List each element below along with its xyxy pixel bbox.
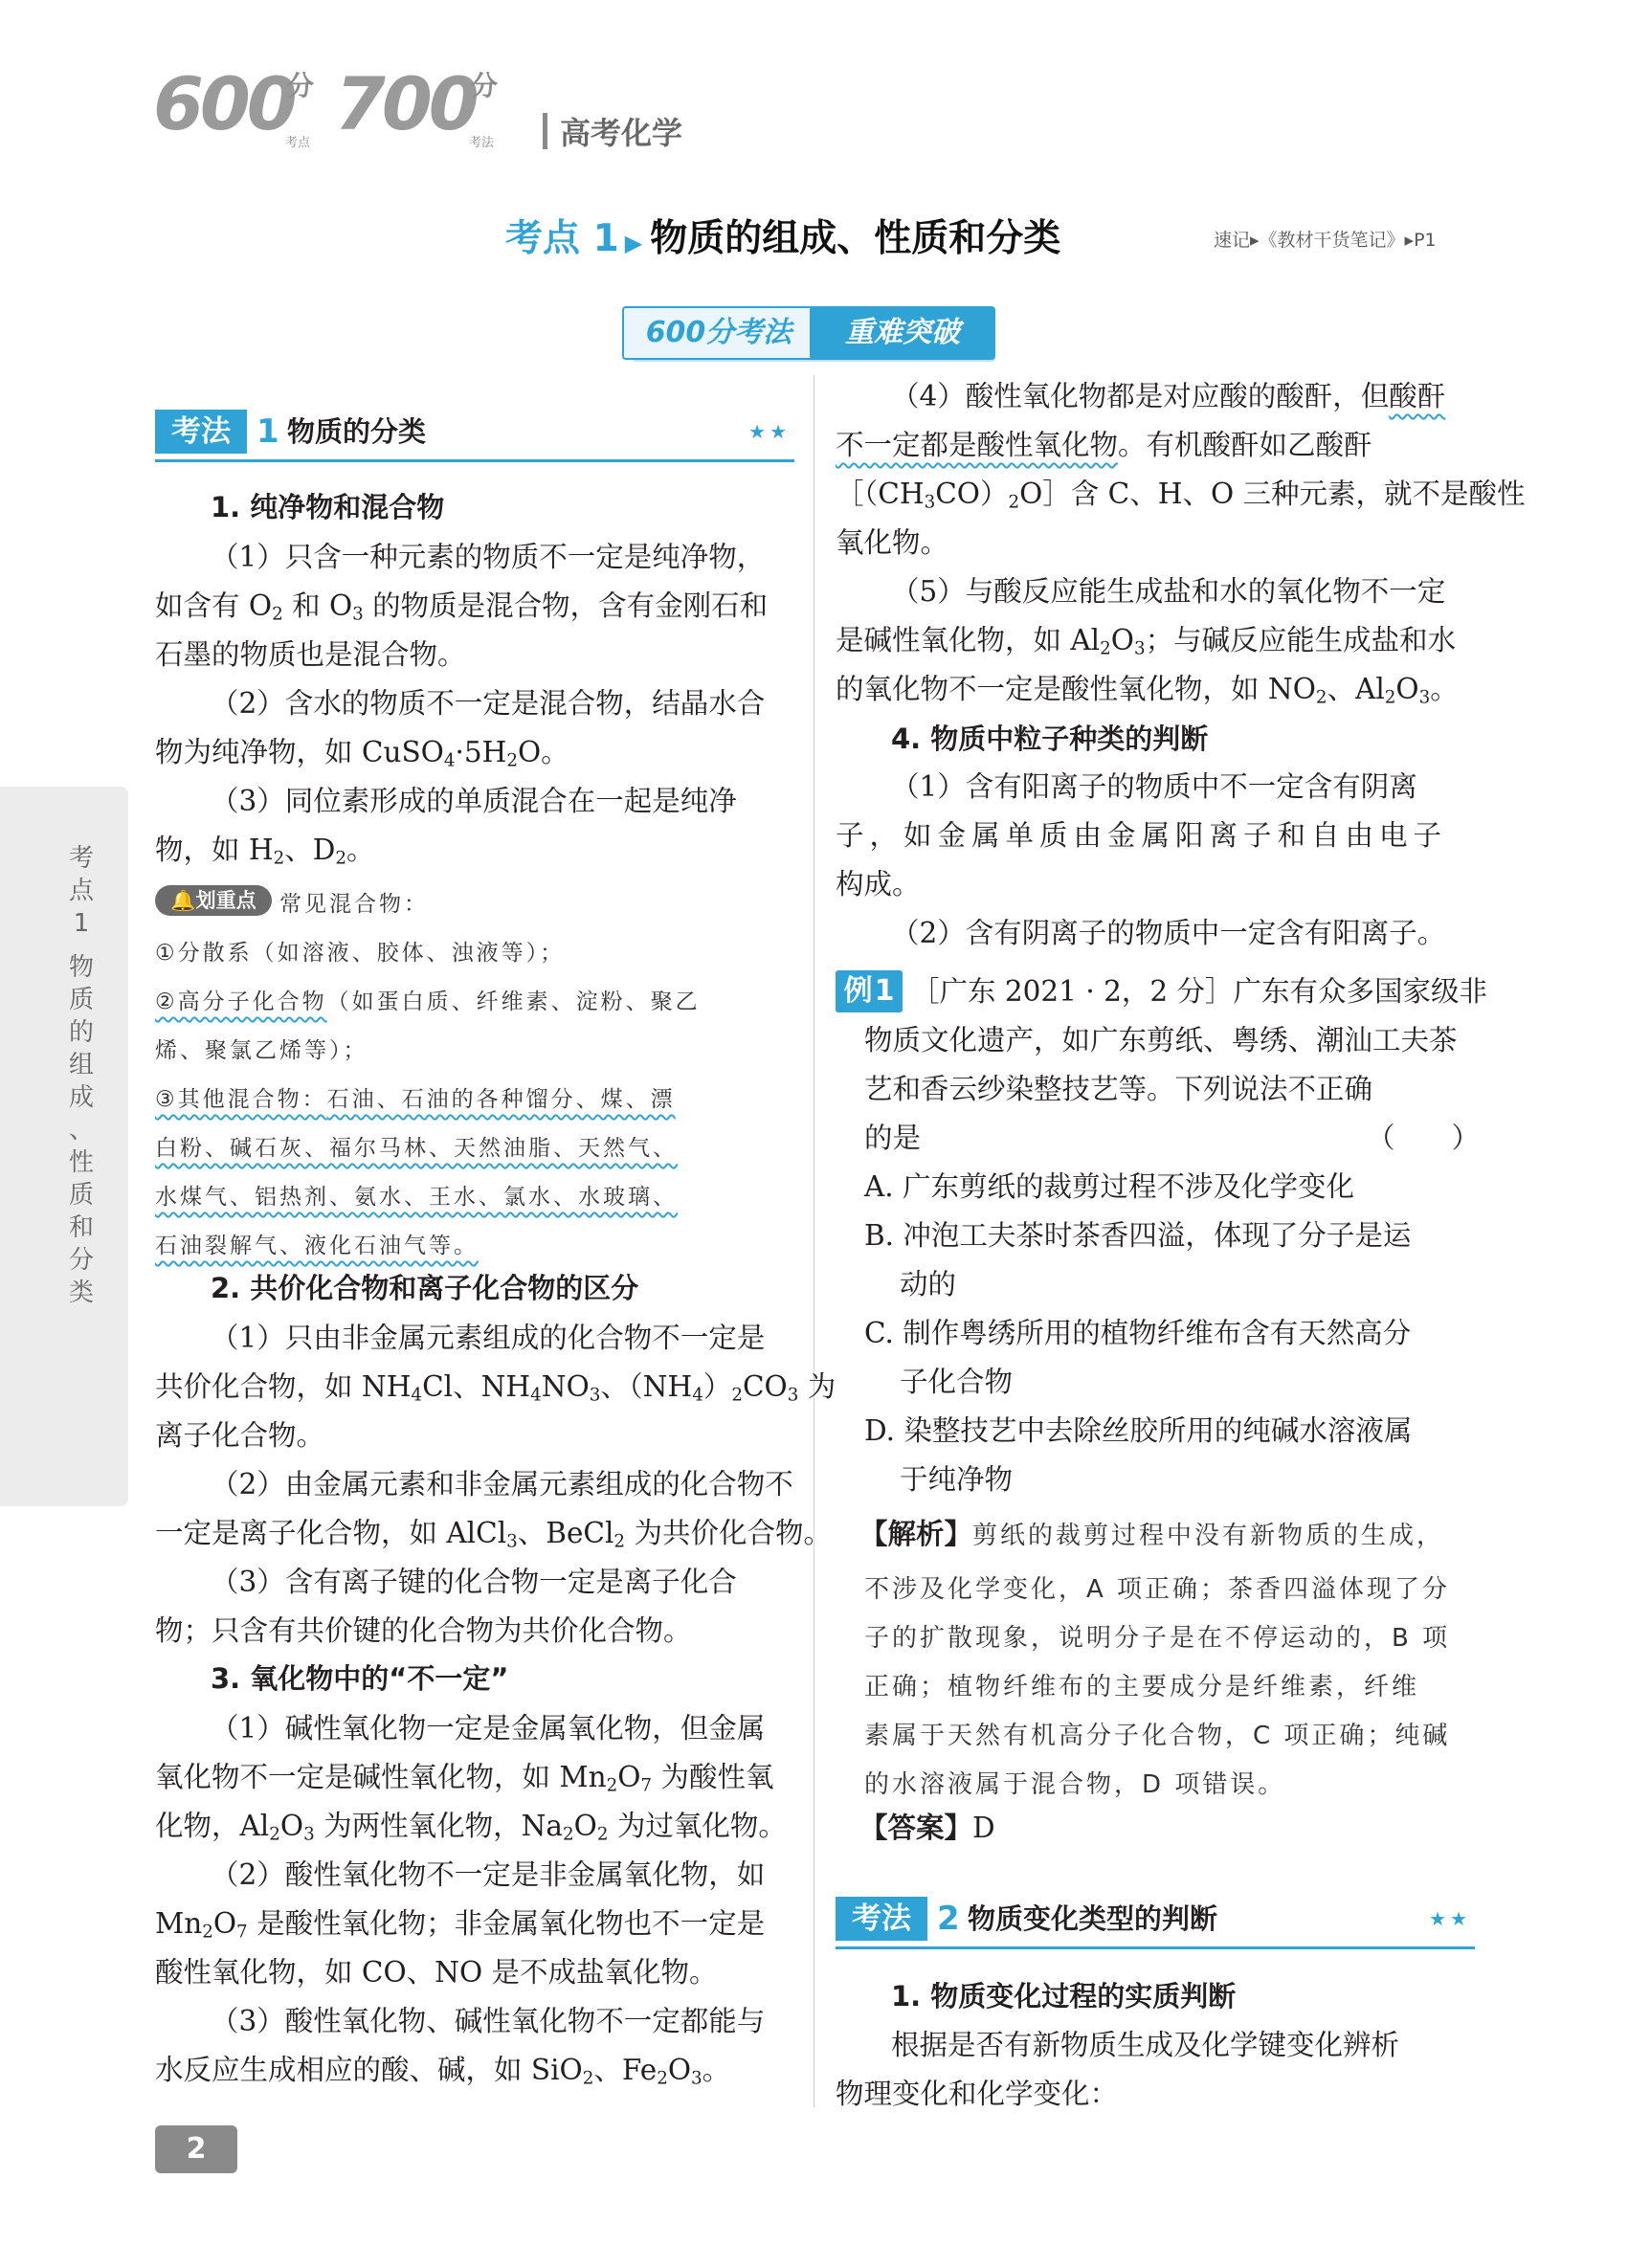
text-line: 如含有 $O_2$ 和 $O_3$ 的物质是混合物，含有金刚石和 (155, 589, 769, 625)
side-tab-col-1 (65, 842, 98, 940)
heading-4: 4. 物质中粒子种类的判断 (891, 723, 1209, 755)
answer-value: D (972, 1812, 995, 1844)
note-line: ①分散系（如溶液、胶体、浊液等）； (155, 941, 566, 966)
side-char: 物 (68, 953, 94, 982)
logo-kaofa: 考法 (469, 136, 495, 150)
analysis-line: 子的扩散现象，说明分子是在不停运动的，B 项 (864, 1624, 1451, 1653)
difficulty-stars: ★★ (748, 420, 791, 443)
text-line: （1）只由非金属元素组成的化合物不一定是 (211, 1322, 766, 1354)
side-char: 、 (68, 1116, 94, 1145)
section-banner (622, 306, 997, 360)
analysis-line: 素属于天然有机高分子化合物，C 项正确；纯碱 (864, 1722, 1451, 1750)
text-line: 物，如 $H_2$、$D_2$。 (155, 834, 375, 869)
example-number: 1 (874, 974, 895, 1008)
side-char: 组 (68, 1051, 94, 1079)
example-label: 例 (843, 974, 873, 1008)
section-number: 1 (256, 412, 279, 451)
analysis-line: 正确；植物纤维布的主要成分是纤维素，纤维 (864, 1673, 1420, 1701)
section-header-1 (155, 410, 794, 462)
answer-blank: （ ） (1367, 1122, 1481, 1154)
example-line: ［广东 2021 · 2，2 分］广东有众多国家级非 (911, 975, 1487, 1008)
banner-right: 重难突破 (810, 306, 995, 360)
side-tab (0, 787, 128, 1506)
section-tag: 考法 (836, 1897, 927, 1941)
triangle-icon: ▶ (624, 230, 643, 256)
difficulty-stars: ★★ (1429, 1907, 1471, 1930)
analysis-line: 【解析】剪纸的裁剪过程中没有新物质的生成， (859, 1518, 1445, 1550)
title-text: 物质的组成、性质和分类 (650, 217, 1061, 260)
text-line: （2）含有阴离子的物质中一定含有阳离子。 (891, 917, 1446, 949)
section-number: 2 (937, 1900, 960, 1938)
text-line: （4）酸性氧化物都是对应酸的酸酐，但酸酐 (891, 380, 1446, 412)
logo-600: 600 (153, 61, 294, 146)
note-line: ②高分子化合物（如蛋白质、纤维素、淀粉、聚乙 (155, 989, 701, 1014)
note-line: 石油裂解气、液化石油气等。 (155, 1234, 479, 1258)
section-tag: 考法 (155, 410, 247, 454)
text-line: 离子化合物。 (155, 1419, 325, 1452)
option-d: D. 染整技艺中去除丝胶所用的纯碱水溶液属 (864, 1414, 1413, 1447)
side-char: 和 (68, 1213, 94, 1242)
heading-1: 1. 纯净物和混合物 (211, 491, 445, 523)
text-line: 构成。 (836, 868, 921, 901)
section-title: 物质的分类 (287, 415, 427, 448)
side-char: 质 (68, 1181, 94, 1210)
text-line: 不一定都是酸性氧化物。有机酸酐如乙酸酐 (836, 429, 1372, 461)
header-divider (543, 113, 547, 149)
text-line: 一定是离子化合物，如 AlCl$_3$、BeCl$_2$ 为共价化合物。 (155, 1517, 832, 1552)
side-char: 分 (68, 1246, 94, 1275)
side-char: 考 (68, 844, 94, 873)
option-d-cont: 于纯净物 (900, 1463, 1014, 1496)
example-line: 物质文化遗产，如广东剪纸、粤绣、潮汕工夫茶 (864, 1024, 1458, 1056)
example-line: 艺和香云纱染整技艺等。下列说法不正确 (864, 1073, 1373, 1105)
text-line: （1）只含一种元素的物质不一定是纯净物， (211, 541, 766, 573)
example-line: 的是 (864, 1122, 922, 1154)
option-c-cont: 子化合物 (900, 1366, 1014, 1398)
side-tab-col-2 (65, 951, 98, 1309)
analysis-label: 【解析】 (859, 1518, 973, 1550)
note-line: 常见混合物： (279, 892, 429, 917)
option-b-cont: 动的 (900, 1268, 957, 1301)
text-line: （2）由金属元素和非金属元素组成的化合物不 (211, 1468, 793, 1501)
logo-fen-2: 分 (471, 70, 499, 101)
text-line: 氧化物不一定是碱性氧化物，如 $Mn_2O_7$ 为酸性氧 (155, 1761, 774, 1796)
text-line: 酸性氧化物，如 CO、NO 是不成盐氧化物。 (155, 1956, 718, 1989)
answer-label: 【答案】 (859, 1812, 973, 1844)
section-header-2 (836, 1897, 1475, 1949)
text-line: （1）含有阳离子的物质中不一定含有阴离 (891, 770, 1417, 803)
option-c: C. 制作粤绣所用的植物纤维布含有天然高分 (864, 1317, 1412, 1349)
text-line: （2）酸性氧化物不一定是非金属氧化物，如 (211, 1858, 766, 1891)
analysis-line: 不涉及化学变化，A 项正确；茶香四溢体现了分 (864, 1575, 1451, 1604)
note-line: ③其他混合物：石油、石油的各种馏分、煤、漂 (155, 1087, 676, 1112)
text-line: 物为纯净物，如 $CuSO_4\cdot 5H_2O$。 (155, 736, 569, 771)
side-char: 质 (68, 986, 94, 1014)
text-line: 共价化合物，如 $NH_4Cl$、$NH_4NO_3$、$(NH_4)_2CO_3$ 为 (155, 1370, 836, 1406)
text-line: $Mn_2O_7$ 是酸性氧化物；非金属氧化物也不一定是 (155, 1907, 766, 1943)
text-line: 根据是否有新物质生成及化学键变化辨析 (891, 2029, 1400, 2061)
bell-icon: 🔔 (170, 889, 196, 912)
note-line: 烯、聚氯乙烯等）； (155, 1038, 368, 1063)
note-line: 水煤气、铝热剂、氨水、王水、氯水、水玻璃、 (155, 1185, 678, 1210)
text-line: 石墨的物质也是混合物。 (155, 638, 466, 671)
side-char: 1 (73, 909, 90, 938)
side-char: 性 (68, 1148, 94, 1177)
section-title: 物质变化类型的判断 (968, 1902, 1218, 1935)
text-line: 水反应生成相应的酸、碱，如 SiO$_2$、$Fe_2O_3$。 (155, 2054, 731, 2089)
page-number: 2 (155, 2125, 237, 2173)
text-line: （1）碱性氧化物一定是金属氧化物，但金属 (211, 1712, 766, 1745)
side-char: 类 (68, 1279, 94, 1307)
answer-line (859, 1804, 995, 1853)
text-line: （2）含水的物质不一定是混合物，结晶水合 (211, 687, 766, 720)
analysis-line: 的水溶液属于混合物，D 项错误。 (864, 1770, 1286, 1799)
heading-2: 2. 共价化合物和离子化合物的区分 (211, 1272, 639, 1304)
highlight-tag-label: 划重点 (195, 889, 256, 912)
text-line: 物；只含有共价键的化合物为共价化合物。 (155, 1614, 692, 1647)
book-subject: 高考化学 (560, 115, 683, 151)
banner-left: 600分考法 (622, 306, 815, 360)
text-line: 是碱性氧化物，如 $Al_2O_3$；与碱反应能生成盐和水 (836, 624, 1457, 659)
page-title (505, 209, 1060, 262)
text-line: 物理变化和化学变化： (836, 2078, 1119, 2110)
logo-kaodian: 考点 (285, 136, 311, 150)
side-char: 点 (68, 877, 94, 905)
heading-3: 3. 氧化物中的“不一定” (211, 1662, 509, 1695)
highlight-tag (155, 885, 272, 916)
text-line: 化物，$Al_2O_3$ 为两性氧化物，$Na_2O_2$ 为过氧化物。 (155, 1810, 787, 1845)
logo-fen-1: 分 (287, 70, 315, 101)
text-line: 的氧化物不一定是酸性氧化物，如 $NO_2$、$Al_2O_3$。 (836, 673, 1459, 708)
text-line: 氧化物。 (836, 526, 949, 559)
logo-700: 700 (335, 61, 476, 146)
example-tag (836, 970, 903, 1012)
text-line: 子，如金属单质由金属阳离子和自由电子 (836, 819, 1448, 852)
title-prefix: 考点 1 (505, 217, 619, 260)
side-char: 成 (68, 1083, 94, 1112)
text-line: （3）含有离子键的化合物一定是离子化合 (211, 1566, 737, 1598)
note-line: 白粉、碱石灰、福尔马林、天然油脂、天然气、 (155, 1136, 678, 1161)
cross-reference: 速记▸《教材干货笔记》▸P1 (1214, 230, 1437, 251)
text-line: （5）与酸反应能生成盐和水的氧化物不一定 (891, 575, 1446, 608)
text-line: （3）酸性氧化物、碱性氧化物不一定都能与 (211, 2005, 766, 2037)
option-a: A. 广东剪纸的裁剪过程不涉及化学变化 (864, 1170, 1355, 1203)
heading-5: 1. 物质变化过程的实质判断 (891, 1980, 1237, 2012)
option-b: B. 冲泡工夫茶时茶香四溢，体现了分子是运 (864, 1219, 1412, 1252)
text-line: （3）同位素形成的单质混合在一起是纯净 (211, 785, 737, 817)
text-line: $[(CH_3CO)_2O]$含 C、H、O 三种元素，就不是酸性 (836, 478, 1526, 513)
side-char: 的 (68, 1018, 94, 1047)
